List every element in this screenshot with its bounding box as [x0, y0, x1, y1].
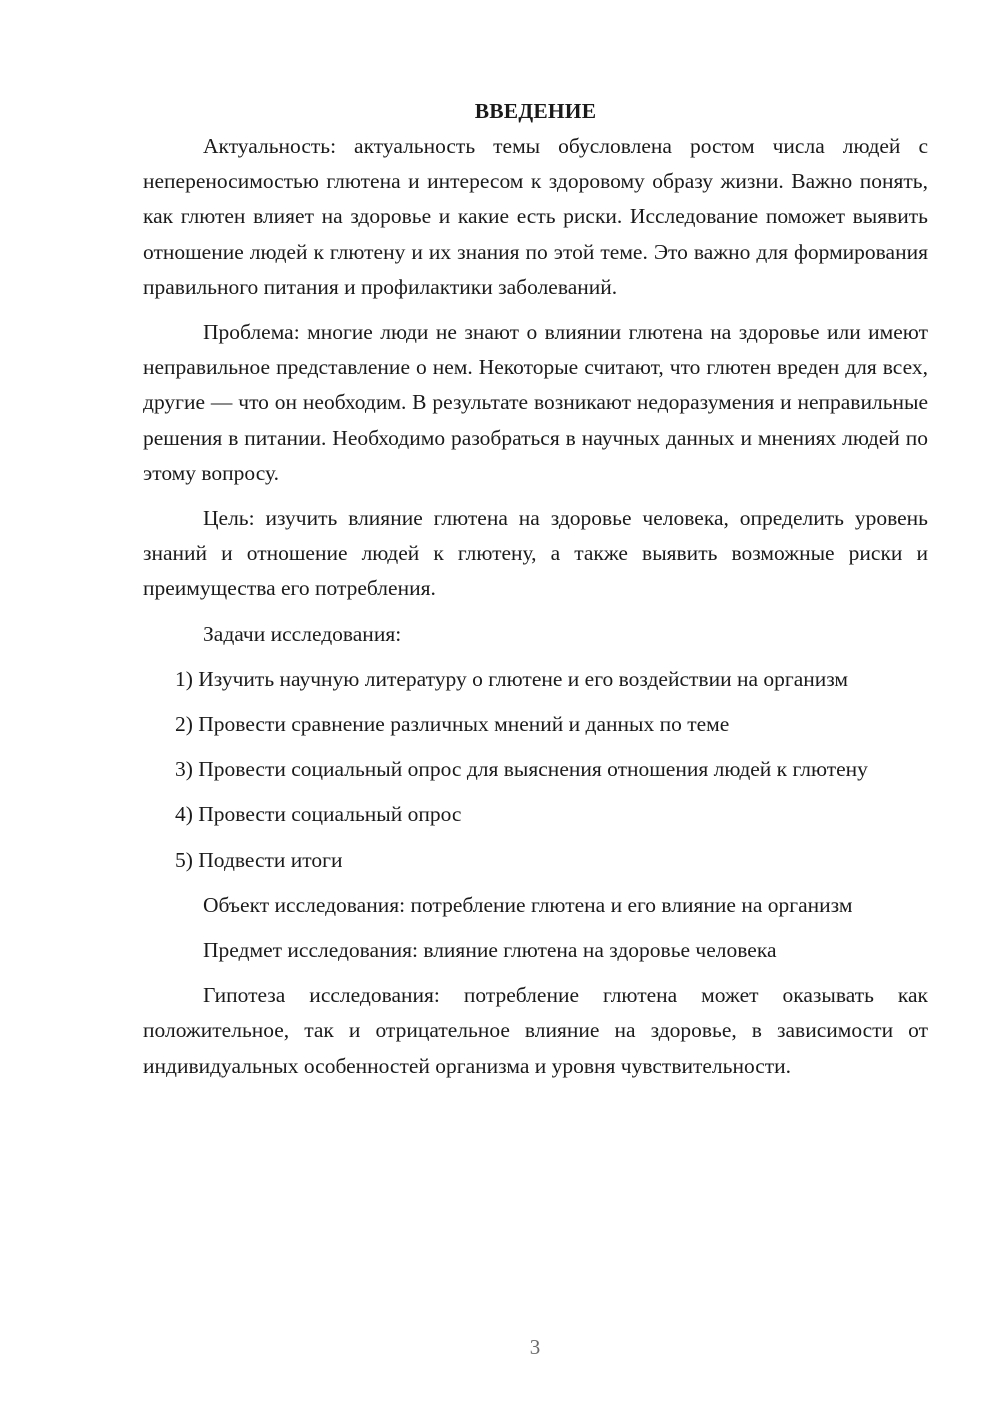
hypothesis-paragraph: Гипотеза исследования: потребление глютена может оказывать как положительное, так и отрицательное влияние на здоровье, в зависимости от индивидуальных особенностей организма и уровня чувствительности. — [143, 983, 928, 1078]
document-body — [143, 94, 928, 1084]
task-item-4: 4) Провести социальный опрос — [175, 802, 462, 827]
page-title: ВВЕДЕНИЕ — [474, 99, 597, 123]
task-item-2: 2) Провести сравнение различных мнений и данных по теме — [175, 712, 730, 737]
task-item-1: 1) Изучить научную литературу о глютене и его воздействии на организм — [175, 666, 849, 691]
tasks-heading: Задачи исследования: — [203, 621, 402, 646]
subject-paragraph: Предмет исследования: влияние глютена на здоровье человека — [203, 938, 777, 963]
problem-paragraph: Проблема: многие люди не знают о влиянии глютена на здоровье или имеют неправильное представление о нем. Некоторые считают, что глютен вреден для всех, другие — что он необходим. В результате возникают недоразумения и неправильные решения в питании. Необходимо разобраться в научных данных и мнениях людей по этому вопросу. — [143, 320, 928, 485]
task-item-3: 3) Провести социальный опрос для выяснения отношения людей к глютену — [175, 757, 868, 782]
goal-paragraph: Цель: изучить влияние глютена на здоровье человека, определить уровень знаний и отношение людей к глютену, а также выявить возможные риски и преимущества его потребления. — [143, 506, 928, 601]
object-paragraph: Объект исследования: потребление глютена и его влияние на организм — [203, 892, 853, 917]
page-number: 3 — [529, 1335, 541, 1359]
task-item-5: 5) Подвести итоги — [175, 847, 343, 872]
relevance-paragraph: Актуальность: актуальность темы обусловлена ростом числа людей с непереносимостью глютена и интересом к здоровому образу жизни. Важно понять, как глютен влияет на здоровье и какие есть риски. Исследование поможет выявить отношение людей к глютену и их знания по этой теме. Это важно для формирования правильного питания и профилактики заболеваний. — [143, 134, 928, 299]
